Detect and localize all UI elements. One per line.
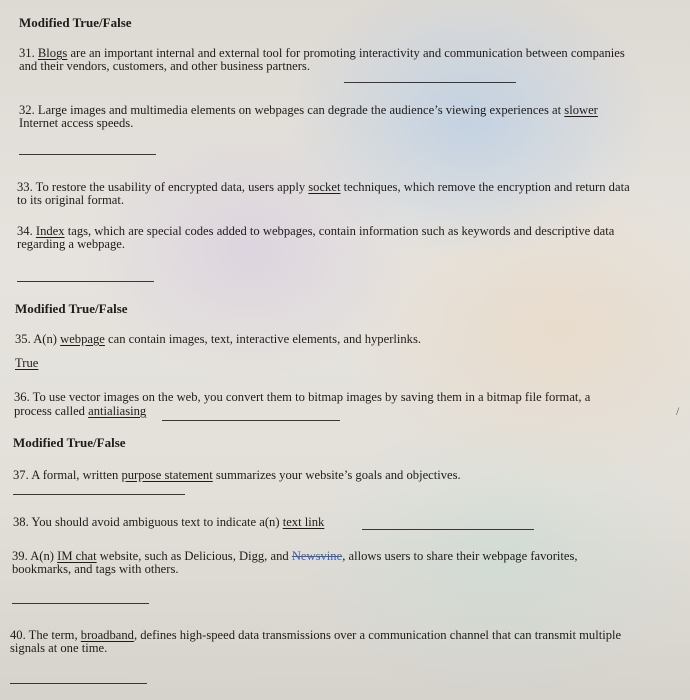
question-32-line-1: 32. Large images and multimedia elements on webpages can degrade the audience’s viewing experiences at slower xyxy=(19,103,598,117)
question-35-term: webpage xyxy=(60,332,105,346)
question-34-line-2: regarding a webpage. xyxy=(17,237,126,251)
question-32-line-2: Internet access speeds. xyxy=(19,116,134,130)
question-38-answer-blank[interactable] xyxy=(362,529,534,530)
question-37-line-1: 37. A formal, written purpose statement summarizes your website’s goals and objectives. xyxy=(13,468,461,482)
question-33-line-2: to its original format. xyxy=(17,193,125,207)
question-36-term: antialiasing xyxy=(88,404,147,418)
question-40-answer-blank[interactable] xyxy=(10,683,147,684)
question-33-line-1: 33. To restore the usability of encrypted data, users apply socket techniques, which remove the encryption and return data xyxy=(17,180,630,194)
question-34-line-1: 34. Index tags, which are special codes added to webpages, contain information such as keywords and descriptive data xyxy=(17,224,615,238)
question-37-answer-blank[interactable] xyxy=(13,494,185,495)
question-32-term: slower xyxy=(564,103,598,117)
question-39-line-1: 39. A(n) IM chat website, such as Delicious, Digg, and Newsvine, allows users to share their webpage favorites, xyxy=(12,549,578,563)
question-40-term: broadband xyxy=(80,628,134,642)
question-38-term: text link xyxy=(282,515,325,529)
question-35-answer: True xyxy=(15,356,39,370)
question-32-answer-blank[interactable] xyxy=(19,154,156,155)
question-34-answer-blank[interactable] xyxy=(17,281,154,282)
section-heading: Modified True/False xyxy=(13,435,126,450)
question-31-term: Blogs xyxy=(37,46,68,60)
question-35-line-1: 35. A(n) webpage can contain images, text, interactive elements, and hyperlinks. xyxy=(15,332,422,346)
question-36-line-1: 36. To use vector images on the web, you convert them to bitmap images by saving them in a bitmap file format, a xyxy=(14,390,591,404)
section-heading: Modified True/False xyxy=(15,301,128,316)
question-39-term: IM chat xyxy=(57,549,97,563)
section-heading: Modified True/False xyxy=(19,15,132,30)
question-39-answer-blank[interactable] xyxy=(12,603,149,604)
question-36-answer-blank[interactable] xyxy=(162,420,340,421)
question-31-line-2: and their vendors, customers, and other business partners. xyxy=(19,59,310,73)
question-38-line-1: 38. You should avoid ambiguous text to indicate a(n) text link xyxy=(13,515,325,529)
question-39-struck-word: Newsvine xyxy=(291,549,343,563)
question-36-line-2: process called antialiasing xyxy=(14,404,147,418)
pen-mark: / xyxy=(676,404,680,418)
question-33-term: socket xyxy=(308,180,341,194)
question-31-line-1: 31. Blogs are an important internal and external tool for promoting interactivity and communication between companies xyxy=(19,46,625,60)
question-40-line-1: 40. The term, broadband, defines high-speed data transmissions over a communication channel that can transmit multiple xyxy=(10,628,622,642)
question-37-term: purpose statement xyxy=(121,468,213,482)
question-31-answer-blank[interactable] xyxy=(344,82,516,83)
question-34-term: Index xyxy=(35,224,65,238)
question-40-line-2: signals at one time. xyxy=(10,641,108,655)
question-39-line-2: bookmarks, and tags with others. xyxy=(12,562,179,576)
